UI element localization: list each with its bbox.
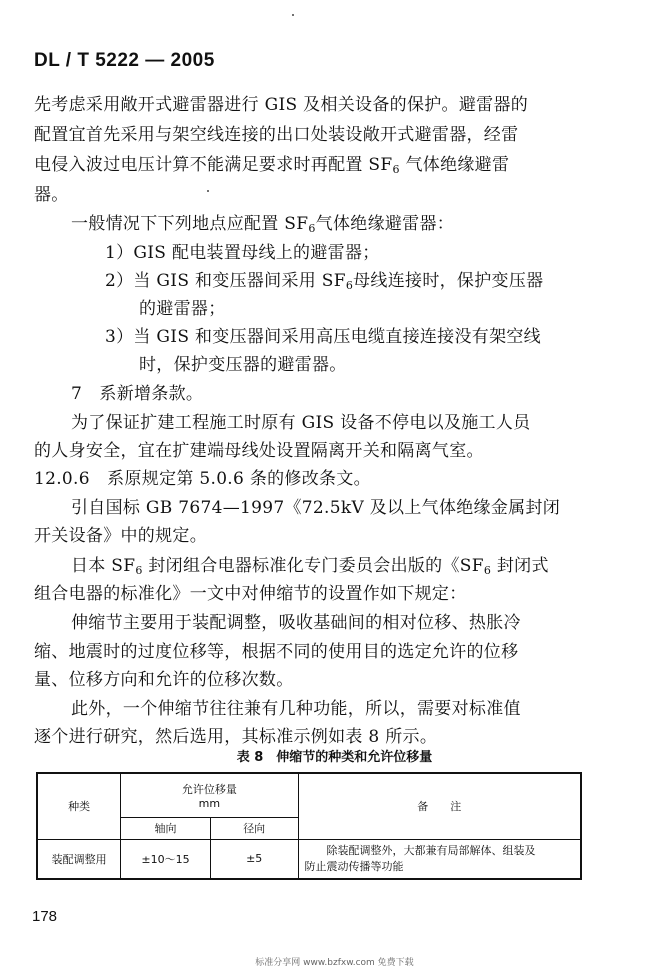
- body-line: 开关设备》中的规定。: [34, 526, 207, 546]
- header-type: 种类: [37, 773, 121, 839]
- list-item: 3）当 GIS 和变压器间采用高压电缆直接连接没有架空线: [105, 327, 541, 347]
- header-displacement-label: 允许位移量: [181, 782, 237, 796]
- watermark-footer: 标准分享网 www.bzfxw.com 免费下载: [255, 958, 414, 968]
- body-line: 的人身安全，宜在扩建端母线处设置隔离开关和隔离气室。: [34, 441, 484, 461]
- list-item: 2）当 GIS 和变压器间采用 $SF_6$母线连接时，保护变压器: [105, 271, 544, 292]
- body-line: 此外，一个伸缩节往往兼有几种功能，所以，需要对标准值: [71, 699, 521, 719]
- body-line: 一般情况下下列地点应配置 $SF_6$气体绝缘避雷器：: [71, 214, 455, 235]
- header-radial: 径向: [210, 817, 298, 839]
- body-line: 先考虑采用敞开式避雷器进行 GIS 及相关设备的保护。避雷器的: [34, 95, 529, 115]
- body-line: 量、位移方向和允许的位移次数。: [34, 670, 294, 690]
- cell-type: 装配调整用: [37, 839, 121, 879]
- expansion-joint-table: [36, 772, 582, 880]
- body-line: 逐个进行研究，然后选用，其标准示例如表 8 所示。: [34, 727, 438, 747]
- body-line: 日本 $SF_6$ 封闭组合电器标准化专门委员会出版的《$SF_6$ 封闭式: [71, 556, 549, 577]
- body-line: 组合电器的标准化》一文中对伸缩节的设置作如下规定：: [34, 584, 467, 604]
- scan-speck: [207, 190, 209, 192]
- body-line: 引自国标 GB 7674—1997《72.5kV 及以上气体绝缘金属封闭: [71, 498, 561, 518]
- list-item-continuation: 时，保护变压器的避雷器。: [139, 355, 347, 375]
- list-item: 1）GIS 配电装置母线上的避雷器；: [105, 243, 380, 263]
- scan-speck: [292, 14, 294, 16]
- body-line: 配置宜首先采用与架空线连接的出口处装设敞开式避雷器，经雷: [34, 125, 519, 145]
- body-line: 伸缩节主要用于装配调整，吸收基础间的相对位移、热胀冷: [71, 613, 521, 633]
- page-number: 178: [32, 908, 58, 925]
- cell-note-line: 除装配调整外，大都兼有局部解体、组装及: [326, 843, 536, 857]
- header-displacement: [121, 773, 298, 817]
- cell-note: [298, 839, 581, 879]
- document-code-header: DL / T 5222 — 2005: [34, 50, 215, 71]
- cell-note-line: 防止震动传播等功能: [304, 859, 404, 873]
- body-line: 缩、地震时的过度位移等，根据不同的使用目的选定允许的位移: [34, 642, 519, 662]
- clause-heading: 12.0.6 系原规定第 5.0.6 条的修改条文。: [34, 469, 371, 489]
- cell-radial: ±5: [210, 839, 298, 879]
- header-unit: mm: [198, 796, 221, 810]
- body-line: 电侵入波过电压计算不能满足要求时再配置 $SF_6$ 气体绝缘避雷: [34, 155, 510, 176]
- clause-note: 7 系新增条款。: [71, 384, 204, 404]
- body-line: 为了保证扩建工程施工时原有 GIS 设备不停电以及施工人员: [71, 413, 531, 433]
- body-line: 器。: [34, 185, 69, 205]
- table-row: [37, 839, 581, 879]
- header-axial: 轴向: [121, 817, 211, 839]
- table-caption: 表 8 伸缩节的种类和允许位移量: [236, 750, 433, 765]
- cell-axial: ±10～15: [121, 839, 211, 879]
- header-note: 备 注: [298, 773, 581, 839]
- list-item-continuation: 的避雷器；: [139, 299, 226, 319]
